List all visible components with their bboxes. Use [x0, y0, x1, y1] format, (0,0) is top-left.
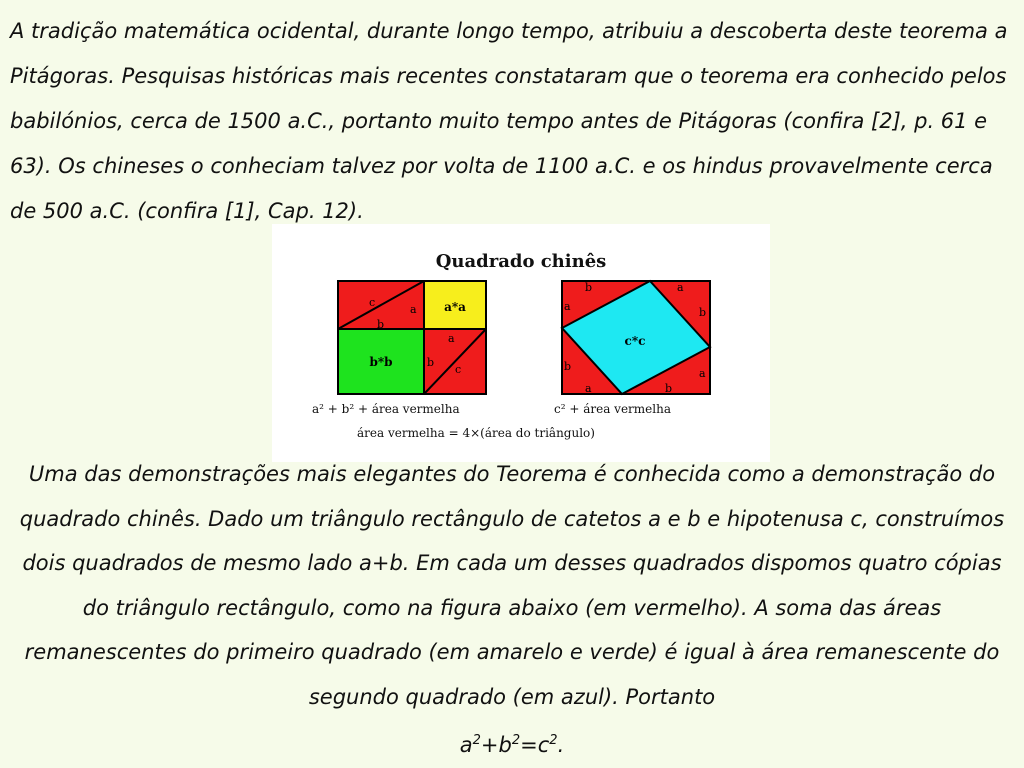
formula-period: . [557, 733, 565, 757]
label-b: b [665, 382, 673, 395]
label-b: b [564, 360, 572, 373]
label-b: b [699, 306, 707, 319]
label-b: b [377, 318, 385, 331]
label-a: a [564, 300, 571, 313]
caption-right: c² + área vermelha [554, 402, 671, 416]
label-c: c [369, 296, 376, 309]
intro-paragraph: A tradição matemática ocidental, durante longo tempo, atribuiu a descoberta deste teorema a Pitágoras. Pesquisas históricas mais recentes constataram que o teorema era conhecido pelos babilónios, cerca de 1500 a.C., portanto muito tempo antes de Pitágoras (confira [2], p. 61 e 63). Os chineses o conheciam talvez por volta de 1100 a.C. e os hindus provavelmente cerca de 500 a.C. (confira [1], Cap. 12). [10, 19, 1008, 223]
green-label: b*b [369, 355, 393, 369]
formula-c: c [537, 733, 550, 757]
label-c: c [455, 363, 462, 376]
formula-exponent: 2 [511, 733, 521, 748]
label-b: b [585, 281, 593, 294]
label-a: a [448, 332, 455, 345]
formula-exponent: 2 [549, 733, 558, 748]
formula-exponent: 2 [472, 733, 481, 748]
label-a: a [410, 303, 417, 316]
left-square [338, 281, 486, 394]
demonstration-text: Uma das demonstrações mais elegantes do Teorema é conhecida como a demonstração do quadrado chinês. Dado um triângulo rectângulo de catetos a e b e hipotenusa c, construímos dois quadrados de mesmo lado a+b. Em cada um desses quadrados dispomos quatro cópias do triângulo rectângulo, como na figura abaixo (em vermelho). A soma das áreas remanescentes do primeiro quadrado (em amarelo e verde) é igual à área remanescente do segundo quadrado (em azul). Portanto [19, 462, 1005, 709]
demonstration-paragraph [8, 452, 1016, 768]
chinese-square-diagram [272, 224, 770, 462]
caption-left: a² + b² + área vermelha [312, 402, 460, 416]
label-a: a [699, 367, 706, 380]
label-b: b [427, 356, 435, 369]
formula-equals: = [520, 733, 538, 757]
pythagorean-formula [460, 733, 565, 757]
formula-a: a [459, 733, 473, 757]
formula-b: b [498, 733, 512, 757]
label-a: a [677, 281, 684, 294]
label-a: a [585, 382, 592, 395]
caption-bottom: área vermelha = 4×(área do triângulo) [357, 426, 595, 440]
formula-plus: + [480, 733, 499, 757]
chinese-square-figure [272, 224, 770, 462]
figure-title: Quadrado chinês [435, 251, 607, 272]
yellow-label: a*a [444, 300, 466, 314]
cyan-label: c*c [624, 334, 646, 348]
